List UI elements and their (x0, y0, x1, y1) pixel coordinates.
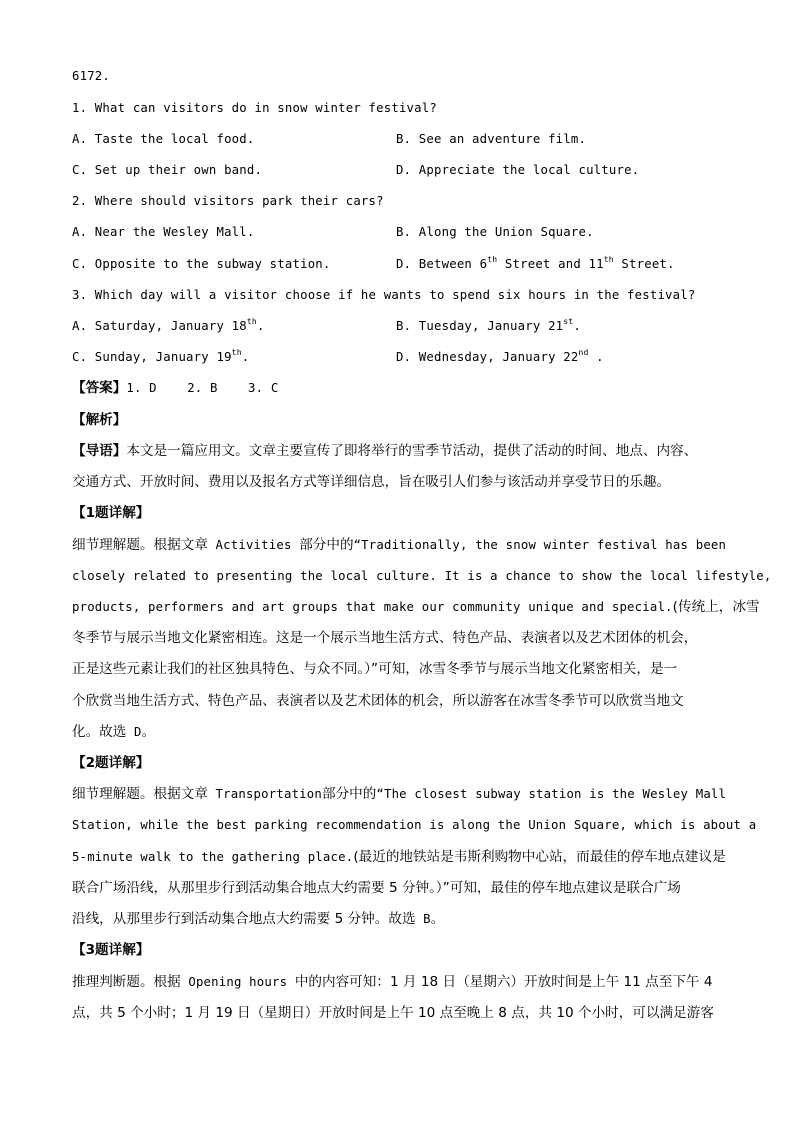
detail-2-line-1 (72, 784, 726, 804)
ordinal-suffix: th (246, 317, 257, 326)
question-3-option-d (396, 347, 604, 367)
question-1-option-a: A. Taste the local food. (72, 132, 255, 146)
detail-2-line-4: 联合广场沿线，从那里步行到活动集合地点大约需要 5 分钟。）”可知，最佳的停车地点建议是联合广场 (72, 880, 681, 896)
option-text: D. Wednesday, January 22 (396, 350, 579, 364)
detail-text: 细节理解题。根据文章 (72, 786, 208, 802)
guide-line-2: 交通方式、开放时间、费用以及报名方式等详细信息，旨在吸引人们参与该活动并享受节日的乐趣。 (72, 474, 671, 490)
question-1-option-c: C. Set up their own band. (72, 163, 263, 177)
detail-1-line-1 (72, 535, 726, 555)
option-text: A. Saturday, January 18 (72, 319, 247, 333)
detail-2-line-5 (72, 909, 444, 929)
question-1-option-d: D. Appreciate the local culture. (396, 163, 640, 177)
guide-label: 【导语】 (72, 443, 127, 459)
header-fragment: 6172. (72, 69, 111, 83)
question-2-stem: 2. Where should visitors park their cars? (72, 194, 384, 208)
option-text: C. Sunday, January 19 (72, 350, 232, 364)
detail-text: 部分中的 (299, 537, 354, 553)
detail-text: 沿线，从那里步行到活动集合地点大约需要 5 分钟。故选 (72, 911, 416, 927)
detail-1-line-5: 正是这些元素让我们的社区独具特色、与众不同。）”可知，冰雪冬季节与展示当地文化紧密相关，是一 (72, 661, 678, 677)
question-1-option-b: B. See an adventure film. (396, 132, 587, 146)
detail-2-label: 【2题详解】 (72, 755, 150, 771)
ordinal-suffix: th (231, 348, 242, 357)
detail-text: 推理判断题。根据 (72, 974, 181, 990)
detail-1-line-4: 冬季节与展示当地文化紧密相连。这是一个展示当地生活方式、特色产品、表演者以及艺术团体的机会， (72, 630, 698, 646)
detail-2-line-3 (72, 847, 726, 867)
detail-text: 。 (430, 911, 445, 927)
detail-3-line-1 (72, 972, 712, 992)
option-text: Street and 11 (497, 257, 604, 271)
question-3-option-b (396, 316, 581, 336)
detail-text: “The closest subway station is the Wesley Mall (376, 787, 727, 801)
analysis-label: 【解析】 (72, 412, 127, 428)
option-text: . (256, 319, 265, 333)
guide-line-1 (72, 441, 697, 461)
detail-text: 细节理解题。根据文章 (72, 537, 208, 553)
detail-text: Transportation (207, 787, 322, 801)
question-1-stem: 1. What can visitors do in snow winter festival? (72, 101, 437, 115)
ordinal-suffix: th (603, 255, 614, 264)
detail-text: 。 (141, 724, 156, 740)
detail-3-label: 【3题详解】 (72, 942, 150, 958)
ordinal-suffix: nd (578, 348, 589, 357)
option-text: D. Between 6 (396, 257, 488, 271)
detail-text: (传统上，冰雪 (672, 599, 760, 615)
detail-1-line-2: closely related to presenting the local culture. It is a chance to show the local lifestyle, (72, 569, 772, 583)
detail-1-line-7 (72, 722, 155, 742)
detail-text: Activities (207, 538, 300, 552)
option-text: Street. (613, 257, 675, 271)
option-text: . (241, 350, 250, 364)
detail-text: (最近的地铁站是韦斯利购物中心站，而最佳的停车地点建议是 (353, 849, 726, 865)
detail-text: 化。故选 (72, 724, 127, 740)
detail-text: 部分中的 (322, 786, 377, 802)
answer-line (72, 378, 278, 398)
option-text: B. Tuesday, January 21 (396, 319, 564, 333)
detail-text: D (126, 725, 142, 739)
question-3-option-c (72, 347, 249, 367)
detail-3-line-2: 点，共 5 个小时；1 月 19 日（星期日）开放时间是上午 10 点至晚上 8 点，共 10 个小时，可以满足游客 (72, 1005, 714, 1021)
detail-text: B (415, 912, 431, 926)
ordinal-suffix: th (487, 255, 498, 264)
detail-text: 5-minute walk to the gathering place. (72, 850, 354, 864)
question-2-option-c: C. Opposite to the subway station. (72, 257, 331, 271)
detail-text: “Traditionally, the snow winter festival has been (353, 538, 727, 552)
question-2-option-a: A. Near the Wesley Mall. (72, 225, 255, 239)
detail-1-line-6: 个欣赏当地生活方式、特色产品、表演者以及艺术团体的机会，所以游客在冰雪冬季节可以欣赏当地文 (72, 693, 684, 709)
question-3-stem: 3. Which day will a visitor choose if he wants to spend six hours in the festival? (72, 288, 696, 302)
detail-1-label: 【1题详解】 (72, 505, 150, 521)
option-text: . (588, 350, 604, 364)
detail-2-line-2: Station, while the best parking recommendation is along the Union Square, which is about a (72, 818, 757, 832)
question-2-option-d (396, 254, 675, 274)
answer-label: 【答案】 (72, 380, 127, 396)
ordinal-suffix: st (563, 317, 574, 326)
detail-text: products, performers and art groups that make our community unique and special. (72, 600, 673, 614)
guide-text: 本文是一篇应用文。文章主要宣传了即将举行的雪季节活动，提供了活动的时间、地点、内容、 (126, 443, 698, 459)
answer-text: 1. D 2. B 3. C (126, 381, 279, 395)
detail-1-line-3 (72, 597, 760, 617)
detail-text: Opening hours (180, 975, 295, 989)
detail-text: 中的内容可知：1 月 18 日（星期六）开放时间是上午 11 点至下午 4 (294, 974, 713, 990)
question-3-option-a (72, 316, 265, 336)
question-2-option-b: B. Along the Union Square. (396, 225, 594, 239)
option-text: . (573, 319, 581, 333)
